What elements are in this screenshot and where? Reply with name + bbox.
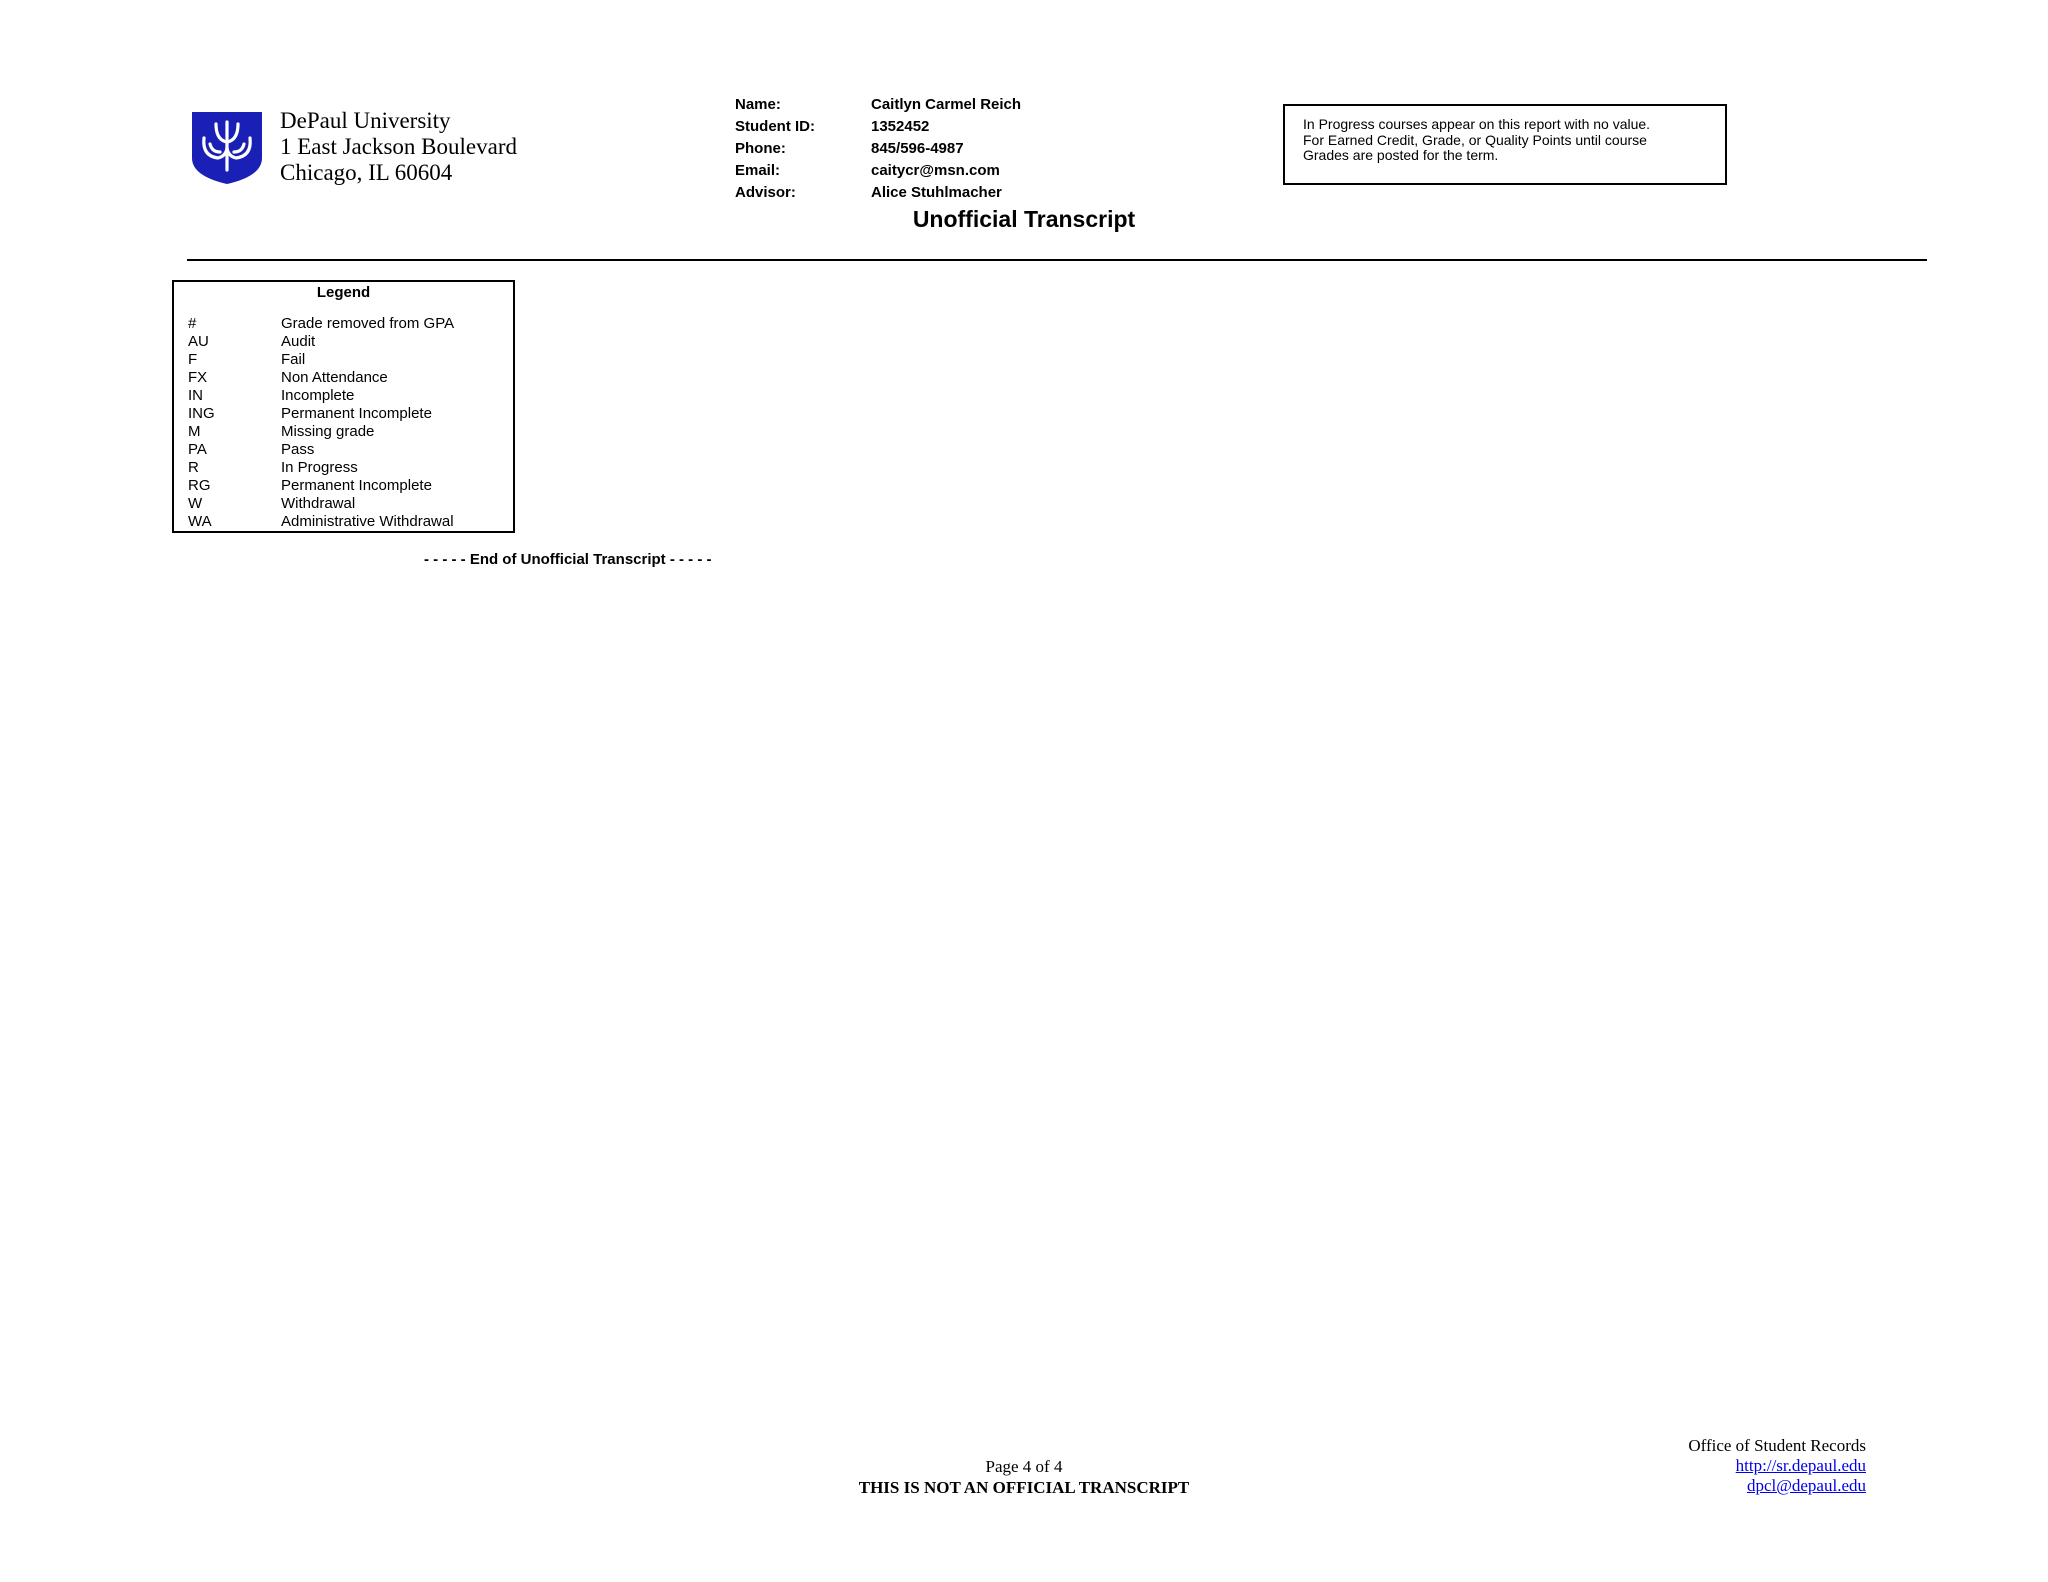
legend-meaning: Withdrawal — [281, 495, 356, 512]
legend-item — [188, 387, 454, 405]
office-name: Office of Student Records — [1688, 1436, 1866, 1455]
legend-code: F — [188, 351, 198, 368]
legend-item — [188, 513, 454, 531]
notice-line-3: Grades are posted for the term. — [1303, 147, 1499, 163]
legend-code: ING — [188, 405, 215, 422]
field-label: Phone: — [735, 139, 786, 157]
university-address — [280, 108, 517, 186]
student-name-row — [735, 93, 1021, 115]
legend-item — [188, 333, 454, 351]
legend-item — [188, 315, 454, 333]
student-info — [735, 93, 1021, 203]
legend-code: W — [188, 495, 203, 512]
legend-title: Legend — [316, 284, 371, 301]
in-progress-notice — [1283, 104, 1727, 185]
page-number: Page 4 of 4 — [985, 1457, 1063, 1476]
student-phone-row — [735, 137, 1021, 159]
student-advisor: Alice Stuhlmacher — [871, 183, 1002, 201]
student-name: Caitlyn Carmel Reich — [871, 95, 1022, 113]
student-id: 1352452 — [871, 117, 930, 135]
grade-legend — [172, 280, 515, 533]
legend-meaning: Non Attendance — [281, 369, 388, 386]
legend-meaning: Pass — [281, 441, 315, 458]
legend-item — [188, 477, 454, 495]
legend-item — [188, 441, 454, 459]
legend-item — [188, 459, 454, 477]
legend-meaning: Incomplete — [281, 387, 355, 404]
legend-item — [188, 495, 454, 513]
legend-code: WA — [188, 513, 212, 530]
official-disclaimer: THIS IS NOT AN OFFICIAL TRANSCRIPT — [858, 1478, 1190, 1497]
email-link[interactable]: dpcl@depaul.edu — [1746, 1476, 1866, 1495]
legend-code: IN — [188, 387, 203, 404]
notice-line-1: In Progress courses appear on this report with no value. — [1303, 116, 1651, 132]
legend-meaning: Administrative Withdrawal — [281, 513, 454, 530]
university-logo — [190, 110, 264, 186]
legend-code: R — [188, 459, 199, 476]
legend-meaning: Permanent Incomplete — [281, 405, 432, 422]
student-advisor-row — [735, 181, 1021, 203]
legend-code: AU — [188, 333, 209, 350]
legend-meaning: Grade removed from GPA — [281, 315, 455, 332]
legend-item — [188, 351, 454, 369]
student-email: caitycr@msn.com — [871, 161, 1000, 179]
page-title: Unofficial Transcript — [912, 206, 1136, 232]
field-label: Advisor: — [735, 183, 796, 201]
student-phone: 845/596-4987 — [871, 139, 964, 157]
legend-item — [188, 369, 454, 387]
header-divider — [187, 259, 1927, 261]
university-name: DePaul University — [280, 108, 451, 133]
field-label: Name: — [735, 95, 781, 113]
end-of-transcript: - - - - - End of Unofficial Transcript - - - - - — [424, 551, 712, 568]
legend-meaning: Missing grade — [281, 423, 375, 440]
legend-code: PA — [188, 441, 207, 458]
legend-code: FX — [188, 369, 208, 386]
student-email-row — [735, 159, 1021, 181]
footer-contact — [1688, 1436, 1866, 1496]
student-id-row — [735, 115, 1021, 137]
address-line-2: Chicago, IL 60604 — [280, 160, 453, 185]
address-line-1: 1 East Jackson Boulevard — [280, 134, 517, 159]
field-label: Email: — [735, 161, 781, 179]
legend-item — [188, 405, 454, 423]
legend-code: # — [188, 315, 197, 332]
legend-item — [188, 423, 454, 441]
website-link[interactable]: http://sr.depaul.edu — [1735, 1456, 1866, 1475]
shield-icon — [190, 110, 264, 186]
legend-list — [188, 315, 454, 531]
field-label: Student ID: — [735, 117, 815, 135]
legend-meaning: Fail — [281, 351, 306, 368]
legend-meaning: Permanent Incomplete — [281, 477, 432, 494]
legend-meaning: In Progress — [281, 459, 358, 476]
notice-line-2: For Earned Credit, Grade, or Quality Points until course — [1303, 131, 1647, 148]
legend-meaning: Audit — [281, 333, 316, 350]
legend-code: M — [188, 423, 201, 440]
legend-code: RG — [188, 477, 211, 494]
